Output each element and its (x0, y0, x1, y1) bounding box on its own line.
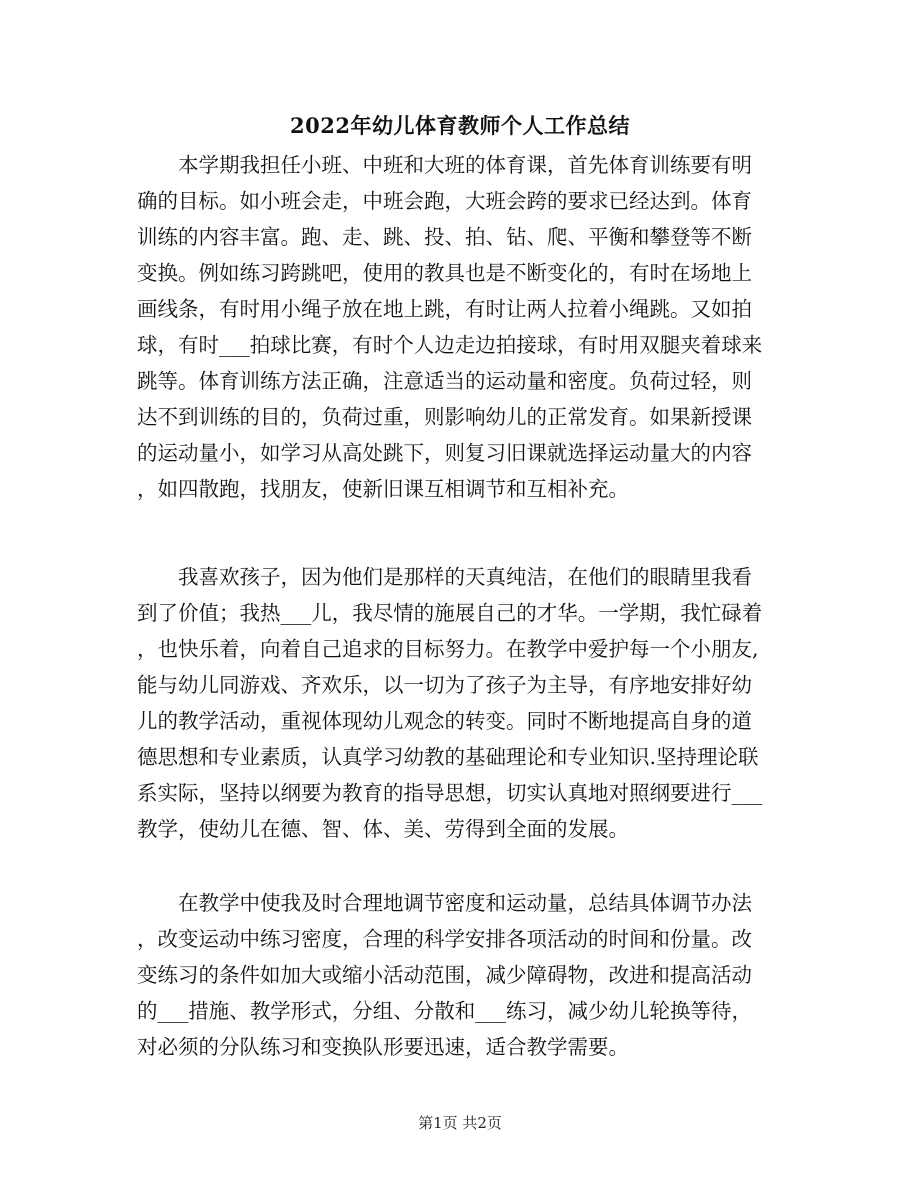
paragraph-3 (137, 885, 785, 1065)
paragraph-line: 我喜欢孩子，因为他们是那样的天真纯洁，在他们的眼睛里我看 (137, 565, 752, 589)
paragraph-line: 对必须的分队练习和变换队形要迅速，适合教学需要。 (137, 1035, 629, 1059)
paragraph-line: 在教学中使我及时合理地调节密度和运动量，总结具体调节办法 (137, 891, 752, 915)
paragraph-line: 教学，使幼儿在德、智、体、美、劳得到全面的发展。 (137, 817, 629, 841)
paragraph-2 (137, 559, 785, 847)
paragraph-line: 德思想和专业素质，认真学习幼教的基础理论和专业知识.坚持理论联 (137, 745, 759, 769)
paragraph-line: 训练的内容丰富。跑、走、跳、投、拍、钻、爬、平衡和攀登等不断 (137, 225, 752, 249)
paragraph-line: 画线条，有时用小绳子放在地上跳，有时让两人拉着小绳跳。又如拍 (137, 297, 752, 321)
paragraph-line: 变换。例如练习跨跳吧，使用的教具也是不断变化的，有时在场地上 (137, 261, 752, 285)
paragraph-line: 到了价值；我热___儿，我尽情的施展自己的才华。一学期，我忙碌着 (137, 601, 763, 625)
paragraph-line: 系实际，坚持以纲要为教育的指导思想，切实认真地对照纲要进行___ (137, 781, 763, 805)
paragraph-line: 跳等。体育训练方法正确，注意适当的运动量和密度。负荷过轻，则 (137, 369, 752, 393)
paragraph-line: 的运动量小，如学习从高处跳下，则复习旧课就选择运动量大的内容 (137, 441, 752, 465)
paragraph-1 (137, 147, 785, 507)
page-title: 2022年幼儿体育教师个人工作总结 (290, 113, 630, 138)
paragraph-line: 本学期我担任小班、中班和大班的体育课，首先体育训练要有明 (137, 153, 752, 177)
paragraph-line: ，改变运动中练习密度，合理的科学安排各项活动的时间和份量。改 (137, 927, 752, 951)
paragraph-line: ，也快乐着，向着自己追求的目标努力。在教学中爱护每一个小朋友, (137, 637, 759, 661)
paragraph-line: 变练习的条件如加大或缩小活动范围，减少障碍物，改进和提高活动 (137, 963, 752, 987)
paragraph-line: 确的目标。如小班会走，中班会跑，大班会跨的要求已经达到。体育 (137, 189, 752, 213)
paragraph-line: 能与幼儿同游戏、齐欢乐，以一切为了孩子为主导，有序地安排好幼 (137, 673, 752, 697)
paragraph-line: 儿的教学活动，重视体现幼儿观念的转变。同时不断地提高自身的道 (137, 709, 752, 733)
page-footer: 第1页 共2页 (418, 1114, 502, 1132)
paragraph-line: 球，有时___拍球比赛，有时个人边走边拍接球，有时用双腿夹着球来 (137, 333, 763, 357)
paragraph-line: 的___措施、教学形式，分组、分散和___练习，减少幼儿轮换等待， (137, 999, 752, 1023)
paragraph-line: ，如四散跑，找朋友，使新旧课互相调节和互相补充。 (137, 477, 629, 501)
paragraph-line: 达不到训练的目的，负荷过重，则影响幼儿的正常发育。如果新授课 (137, 405, 752, 429)
